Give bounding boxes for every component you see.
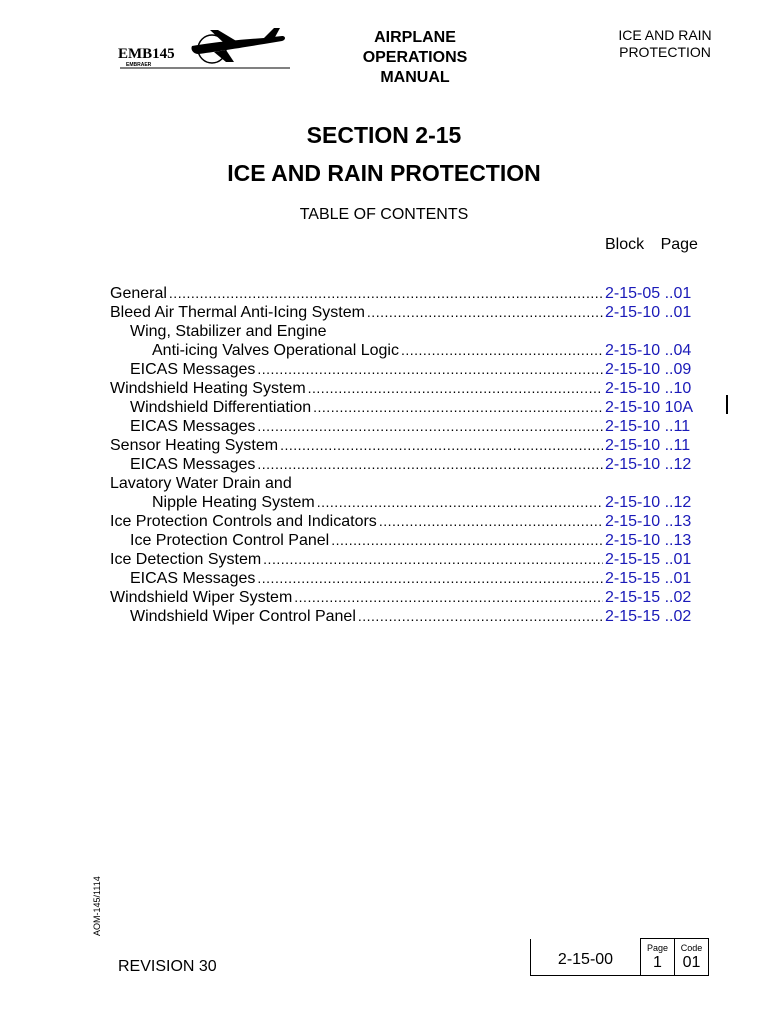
toc-entry-title: Nipple Heating System — [152, 494, 315, 511]
airplane-logo-icon — [114, 26, 294, 74]
toc-entry-page-link[interactable]: 2-15-10 ..01 — [605, 304, 692, 321]
toc-entry-page-link[interactable]: 2-15-15 ..01 — [605, 551, 692, 568]
dot-leader — [308, 379, 603, 398]
toc-entry[interactable] — [110, 436, 711, 455]
toc-entry-title: Windshield Heating System — [110, 380, 306, 397]
dot-leader — [263, 550, 603, 569]
dot-leader — [257, 569, 603, 588]
toc-entry[interactable] — [110, 550, 711, 569]
toc-entry-page-link[interactable]: 2-15-10 ..12 — [605, 456, 692, 473]
toc-entry-page-link[interactable]: 2-15-10 ..13 — [605, 513, 692, 530]
block-number: 2-15-00 — [531, 939, 641, 976]
section-title: SECTION 2-15 — [306, 122, 462, 148]
toc-entry-title: Windshield Differentiation — [130, 399, 312, 416]
toc-entry-title: Anti-icing Valves Operational Logic — [152, 342, 399, 359]
chapter-title: ICE AND RAIN PROTECTION — [618, 27, 712, 60]
toc-entry-title: EICAS Messages — [130, 570, 256, 587]
toc-entry-page-link[interactable]: 2-15-15 ..02 — [605, 608, 692, 625]
toc-entry-title: Ice Protection Control Panel — [130, 532, 330, 549]
toc-entry-page-link[interactable]: 2-15-10 ..12 — [605, 494, 692, 511]
toc-entry-title: Windshield Wiper System — [110, 589, 293, 606]
toc-entry-title: Wing, Stabilizer and Engine — [130, 323, 327, 340]
toc-entry-page-link[interactable]: 2-15-15 ..02 — [605, 589, 692, 606]
toc-entry[interactable] — [110, 512, 711, 531]
toc-entry[interactable] — [110, 284, 711, 303]
toc-entry-page-link[interactable]: 2-15-10 10A — [605, 399, 694, 416]
toc-entry[interactable] — [110, 569, 711, 588]
dot-leader — [317, 493, 603, 512]
toc-entry — [110, 322, 711, 341]
dot-leader — [313, 398, 603, 417]
toc-entry-title: Sensor Heating System — [110, 437, 279, 454]
document-code: AOM-145/1114 — [92, 876, 102, 936]
dot-leader — [401, 341, 603, 360]
toc-entry[interactable] — [110, 607, 711, 626]
svg-text:EMBRAER: EMBRAER — [126, 62, 152, 68]
dot-leader — [358, 607, 603, 626]
revision-change-bar — [726, 395, 728, 414]
toc-entry-page-link[interactable]: 2-15-10 ..09 — [605, 361, 692, 378]
block-column-header: Block — [605, 236, 645, 253]
dot-leader — [331, 531, 603, 550]
toc-entry-page-link[interactable]: 2-15-10 ..04 — [605, 342, 692, 359]
page-footer-table — [530, 938, 709, 976]
toc-entry[interactable] — [110, 341, 711, 360]
toc-entry-title: EICAS Messages — [130, 456, 256, 473]
toc-entry[interactable] — [110, 398, 711, 417]
dot-leader — [294, 588, 603, 607]
section-subtitle: ICE AND RAIN PROTECTION — [227, 160, 541, 186]
toc-entry — [110, 474, 711, 493]
toc-entry-page-link[interactable]: 2-15-10 ..11 — [605, 437, 691, 454]
svg-text:EMB145: EMB145 — [118, 46, 175, 62]
dot-leader — [169, 284, 603, 303]
toc-entry-title: Lavatory Water Drain and — [110, 475, 292, 492]
toc-entry-page-link[interactable]: 2-15-10 ..13 — [605, 532, 692, 549]
toc-entry-page-link[interactable]: 2-15-10 ..10 — [605, 380, 692, 397]
dot-leader — [257, 455, 603, 474]
page-label: Page — [646, 943, 669, 953]
toc-entry-title: Windshield Wiper Control Panel — [130, 608, 356, 625]
embraer-logo — [114, 26, 294, 74]
toc-entry-page-link[interactable]: 2-15-15 ..01 — [605, 570, 692, 587]
toc-entry-page-link[interactable]: 2-15-10 ..11 — [605, 418, 691, 435]
page-number-cell — [641, 939, 675, 976]
dot-leader — [280, 436, 603, 455]
dot-leader — [257, 417, 603, 436]
column-headers — [605, 236, 698, 254]
toc-entry-title: General — [110, 285, 167, 302]
toc-entry[interactable] — [110, 588, 711, 607]
toc-entry[interactable] — [110, 493, 711, 512]
toc-entry-title: EICAS Messages — [130, 361, 256, 378]
manual-title: AIRPLANE OPERATIONS MANUAL — [362, 29, 468, 86]
toc-entry[interactable] — [110, 379, 711, 398]
dot-leader — [367, 303, 603, 322]
toc-entry[interactable] — [110, 303, 711, 322]
toc-entry-title: Bleed Air Thermal Anti-Icing System — [110, 304, 365, 321]
revision-label: REVISION 30 — [118, 958, 217, 975]
toc-entry[interactable] — [110, 531, 711, 550]
page-number: 1 — [653, 954, 662, 971]
code-label: Code — [680, 943, 703, 953]
table-of-contents — [110, 284, 711, 626]
toc-entry[interactable] — [110, 455, 711, 474]
toc-heading: TABLE OF CONTENTS — [299, 206, 469, 223]
toc-entry[interactable] — [110, 417, 711, 436]
page-column-header: Page — [660, 236, 698, 253]
dot-leader — [379, 512, 603, 531]
code-number: 01 — [682, 954, 701, 971]
toc-entry-page-link[interactable]: 2-15-05 ..01 — [605, 285, 692, 302]
code-cell — [675, 939, 709, 976]
toc-entry-title: Ice Detection System — [110, 551, 262, 568]
toc-entry-title: Ice Protection Controls and Indicators — [110, 513, 377, 530]
toc-entry[interactable] — [110, 360, 711, 379]
dot-leader — [257, 360, 603, 379]
toc-entry-title: EICAS Messages — [130, 418, 256, 435]
